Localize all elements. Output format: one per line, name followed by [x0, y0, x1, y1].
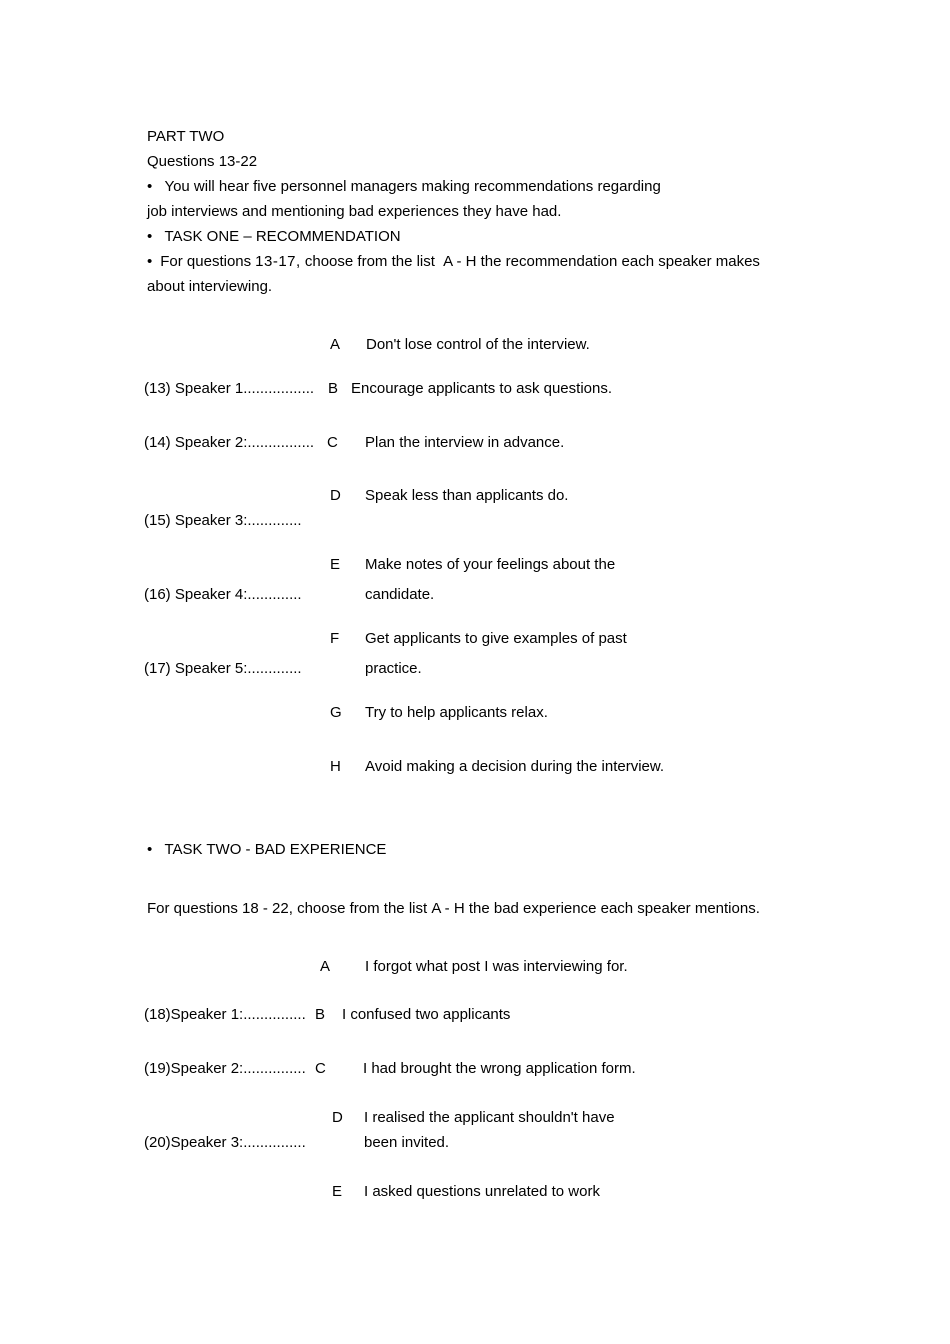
- speaker-15[interactable]: (15) Speaker 3:.............: [144, 512, 302, 529]
- option-text-g: Try to help applicants relax.: [365, 704, 548, 721]
- option-text-e-line2: candidate.: [365, 586, 435, 603]
- instr2-post: the bad experience each speaker mentions.: [464, 900, 760, 917]
- bullet: •: [147, 841, 153, 858]
- bullet: •: [147, 178, 153, 195]
- option-letter-g: G: [330, 704, 342, 721]
- option-letter-a: A: [330, 336, 341, 353]
- instr-mid: choose from the list: [300, 253, 440, 270]
- speaker-16[interactable]: (16) Speaker 4:.............: [144, 586, 302, 603]
- speaker-13[interactable]: (13) Speaker 1.................: [144, 380, 315, 397]
- option-text-e: Make notes of your feelings about the: [365, 556, 616, 573]
- option-text-h: Avoid making a decision during the interview.: [365, 758, 665, 775]
- instr-range: 13-17,: [255, 253, 301, 270]
- instr2-list: A - H: [431, 900, 465, 917]
- task-two-heading: TASK TWO - BAD EXPERIENCE: [164, 841, 387, 858]
- option-text-f-line2: practice.: [365, 660, 422, 677]
- speaker-20[interactable]: (20)Speaker 3:...............: [144, 1134, 306, 1151]
- option2-letter-e: E: [332, 1183, 343, 1200]
- task-one-instructions: [147, 253, 790, 271]
- option-letter-e: E: [330, 556, 341, 573]
- intro-text-line2: job interviews and mentioning bad experiences they have had.: [147, 203, 562, 220]
- option2-letter-a: A: [320, 958, 331, 975]
- bullet: •: [147, 253, 153, 270]
- option-letter-d: D: [330, 487, 341, 504]
- option2-letter-d: D: [332, 1109, 343, 1126]
- instr-pre: For questions: [160, 253, 252, 270]
- option-letter-f: F: [330, 630, 340, 647]
- option2-text-d-line2: been invited.: [364, 1134, 450, 1151]
- option-text-c: Plan the interview in advance.: [365, 434, 565, 451]
- option2-text-c: I had brought the wrong application form.: [363, 1060, 636, 1077]
- option-text-a: Don't lose control of the interview.: [366, 336, 590, 353]
- option-text-d: Speak less than applicants do.: [365, 487, 569, 504]
- instr2-mid: choose from the list: [292, 900, 432, 917]
- instr2-pre: For questions: [147, 900, 243, 917]
- option-letter-h: H: [330, 758, 341, 775]
- task-two-heading-row: [147, 841, 386, 859]
- task-two-instructions: [147, 900, 760, 918]
- option2-text-e: I asked questions unrelated to work: [364, 1183, 600, 1200]
- option2-text-b: I confused two applicants: [342, 1006, 511, 1023]
- task-one-heading: TASK ONE – RECOMMENDATION: [164, 228, 401, 245]
- instr2-range: 18 - 22,: [242, 900, 293, 917]
- option-letter-c: C: [327, 434, 338, 451]
- option-text-f: Get applicants to give examples of past: [365, 630, 627, 647]
- speaker-17[interactable]: (17) Speaker 5:.............: [144, 660, 302, 677]
- option2-letter-b: B: [315, 1006, 326, 1023]
- intro-text: You will hear five personnel managers making recommendations regarding: [164, 178, 661, 195]
- speaker-14[interactable]: (14) Speaker 2:................: [144, 434, 315, 451]
- task-one-heading-row: [147, 228, 401, 246]
- option2-letter-c: C: [315, 1060, 326, 1077]
- bullet: •: [147, 228, 153, 245]
- instr-post: the recommendation each speaker makes: [476, 253, 760, 270]
- speaker-19[interactable]: (19)Speaker 2:...............: [144, 1060, 306, 1077]
- option-letter-b: B: [328, 380, 339, 397]
- task-one-instructions-line2: about interviewing.: [147, 278, 273, 295]
- questions-range: Questions 13-22: [147, 153, 258, 170]
- part-title: PART TWO: [147, 128, 225, 145]
- speaker-18[interactable]: (18)Speaker 1:...............: [144, 1006, 306, 1023]
- option2-text-d: I realised the applicant shouldn't have: [364, 1109, 615, 1126]
- instr-list: A - H: [443, 253, 477, 270]
- option-text-b: Encourage applicants to ask questions.: [351, 380, 612, 397]
- option2-text-a: I forgot what post I was interviewing for.: [365, 958, 628, 975]
- intro-bullet: [147, 178, 661, 196]
